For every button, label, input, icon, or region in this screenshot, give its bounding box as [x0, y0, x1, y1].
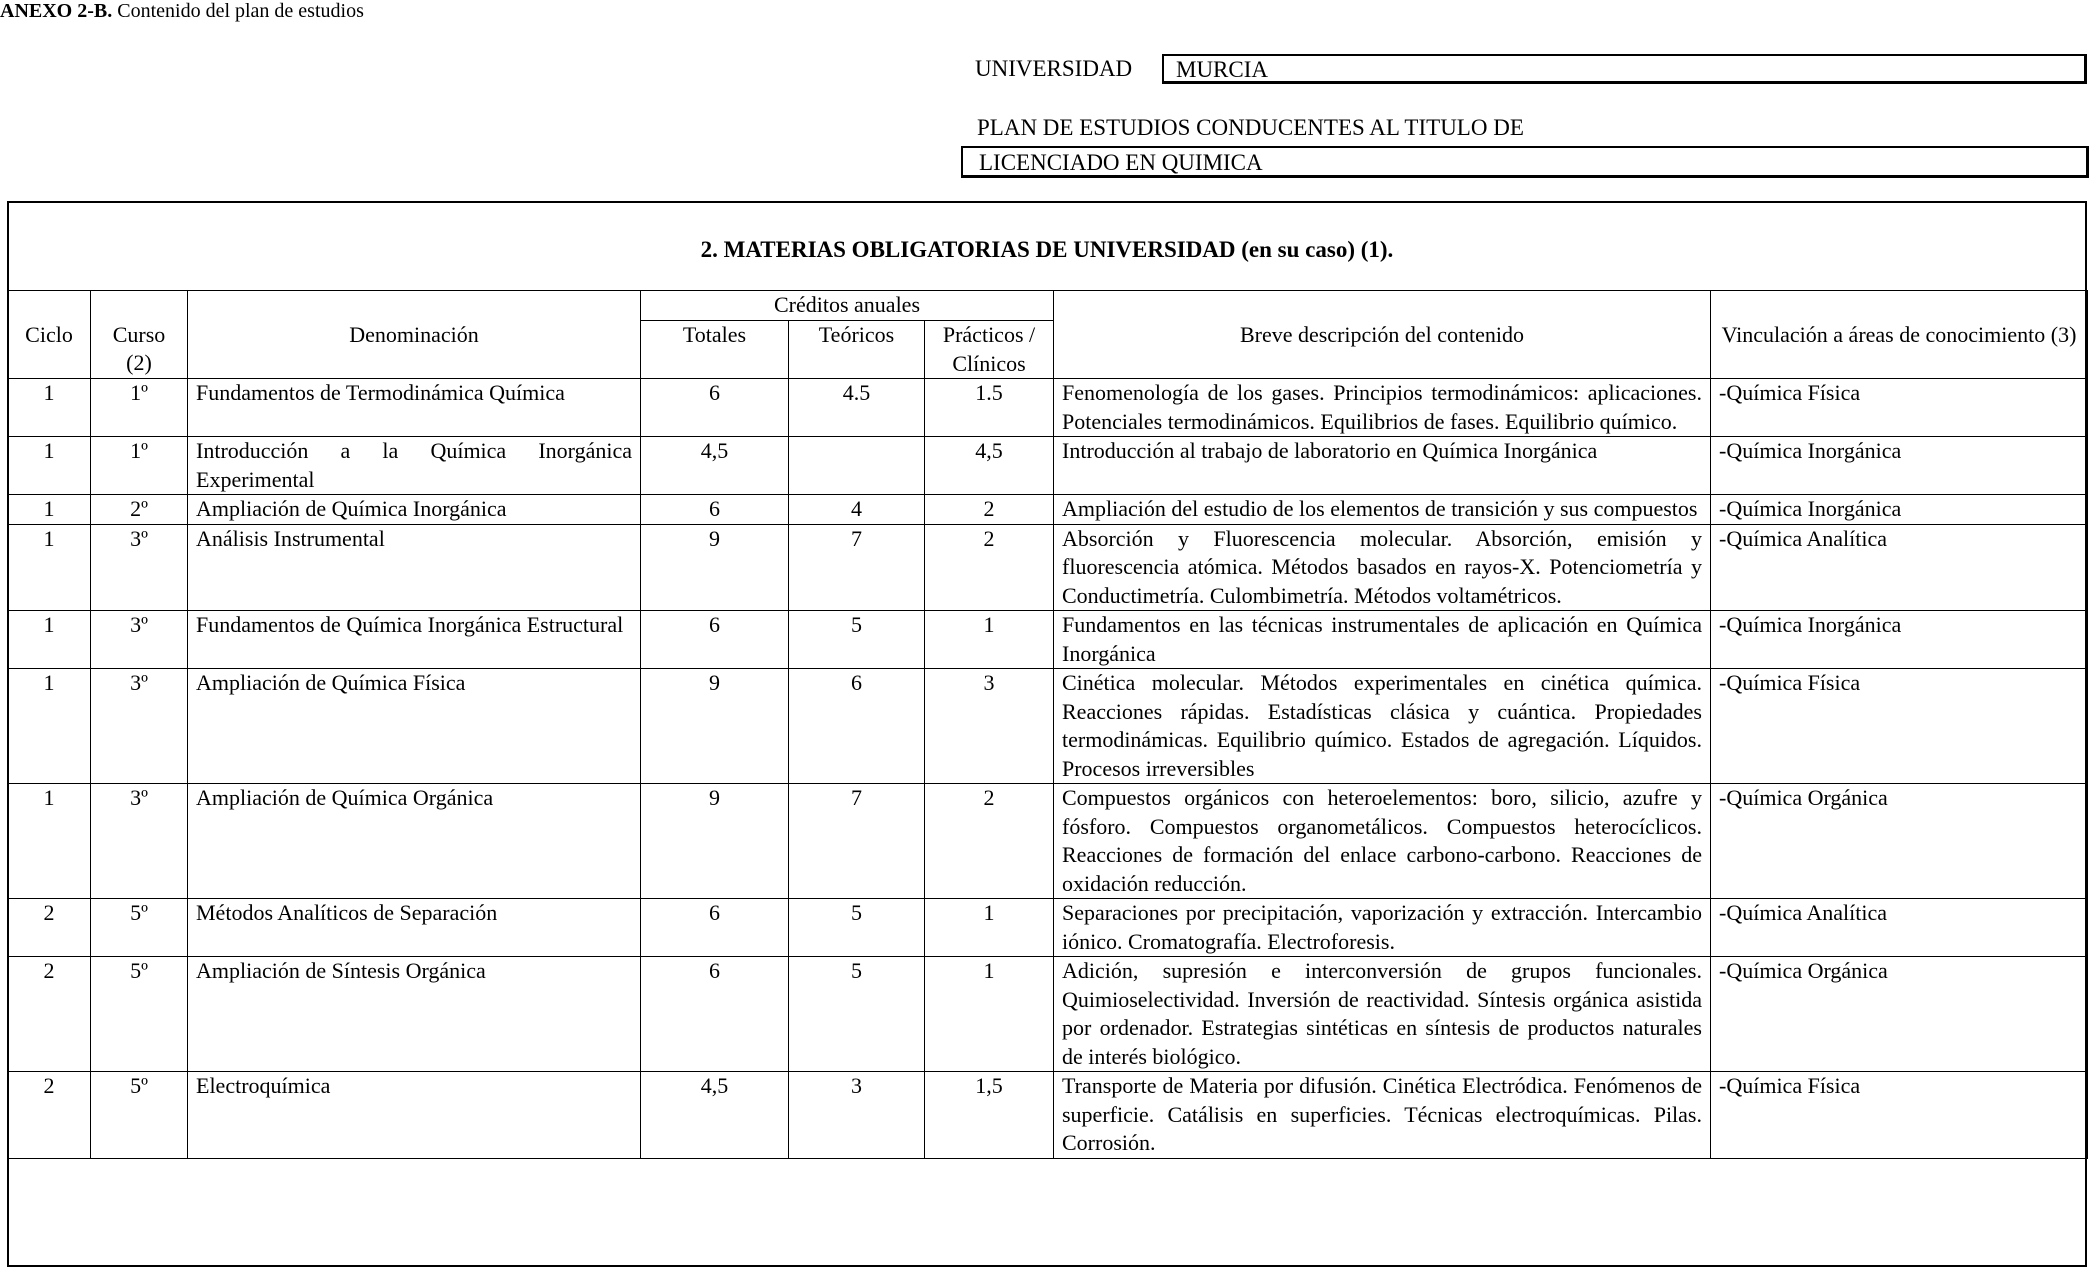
cell-curso: 5º [91, 1072, 188, 1159]
col-teoricos: Teóricos [789, 321, 925, 379]
cell-descripcion: Adición, supresión e interconversión de grupos funcionales. Quimioselectividad. Inversión de reactividad. Síntesis orgánica asistida por ordenador. Estrategias sintéticas en síntesis de productos naturales de interés biológico. [1054, 957, 1711, 1072]
cell-ciclo: 2 [8, 1072, 91, 1159]
cell-ciclo: 1 [8, 379, 91, 437]
annex-description: Contenido del plan de estudios [112, 0, 364, 22]
cell-descripcion: Fenomenología de los gases. Principios termodinámicos: aplicaciones. Potenciales termodinámicos. Equilibrios de fases. Equilibrio químico. [1054, 379, 1711, 437]
col-ciclo: Ciclo [8, 321, 91, 379]
cell-teoricos: 3 [789, 1072, 925, 1159]
cell-totales: 9 [641, 524, 789, 611]
cell-area: -Química Física [1711, 379, 2088, 437]
cell-totales: 6 [641, 611, 789, 669]
table-row [8, 611, 2088, 669]
cell-area: -Química Inorgánica [1711, 437, 2088, 495]
cell-denominacion: Fundamentos de Química Inorgánica Estructural [188, 611, 641, 669]
cell-practicos: 1 [925, 957, 1054, 1072]
university-value: MURCIA [1162, 54, 2087, 84]
cell-descripcion: Separaciones por precipitación, vaporización y extracción. Intercambio iónico. Cromatografía. Electroforesis. [1054, 899, 1711, 957]
cell-descripcion: Transporte de Materia por difusión. Cinética Electródica. Fenómenos de superficie. Catálisis en superficies. Técnicas electroquímicas. Pilas. Corrosión. [1054, 1072, 1711, 1159]
cell-practicos: 1 [925, 899, 1054, 957]
table-row [8, 379, 2088, 437]
cell-totales: 4,5 [641, 437, 789, 495]
cell-denominacion: Ampliación de Química Inorgánica [188, 495, 641, 525]
header-row [8, 321, 2088, 379]
cell-curso: 1º [91, 379, 188, 437]
table-row [8, 1072, 2088, 1159]
cell-descripcion: Compuestos orgánicos con heteroelementos: boro, silicio, azufre y fósforo. Compuestos organometálicos. Compuestos heterocíclicos. Reacciones de formación del enlace carbono-carbono. Reacciones de oxidación reducción. [1054, 784, 1711, 899]
cell-curso: 3º [91, 784, 188, 899]
cell-denominacion: Ampliación de Química Orgánica [188, 784, 641, 899]
col-practicos: Prácticos / Clínicos [925, 321, 1054, 379]
cell-denominacion: Introducción a la Química Inorgánica Experimental [188, 437, 641, 495]
cell-teoricos: 5 [789, 899, 925, 957]
cell-descripcion: Introducción al trabajo de laboratorio en Química Inorgánica [1054, 437, 1711, 495]
cell-curso: 3º [91, 611, 188, 669]
cell-teoricos: 4.5 [789, 379, 925, 437]
col-curso: Curso (2) [91, 321, 188, 379]
header-row-top [8, 291, 2088, 321]
cell-practicos: 1 [925, 611, 1054, 669]
cell-curso: 2º [91, 495, 188, 525]
cell-denominacion: Electroquímica [188, 1072, 641, 1159]
cell-area: -Química Analítica [1711, 524, 2088, 611]
subjects-table [7, 290, 2088, 1159]
cell-descripcion: Fundamentos en las técnicas instrumentales de aplicación en Química Inorgánica [1054, 611, 1711, 669]
table-row [8, 524, 2088, 611]
cell-curso: 5º [91, 957, 188, 1072]
cell-practicos: 2 [925, 524, 1054, 611]
cell-teoricos: 6 [789, 669, 925, 784]
cell-curso: 1º [91, 437, 188, 495]
cell-practicos: 1,5 [925, 1072, 1054, 1159]
plan-value: LICENCIADO EN QUIMICA [961, 146, 2089, 178]
cell-teoricos: 7 [789, 524, 925, 611]
cell-descripcion: Ampliación del estudio de los elementos de transición y sus compuestos [1054, 495, 1711, 525]
annex-title [0, 0, 364, 23]
cell-denominacion: Ampliación de Química Física [188, 669, 641, 784]
cell-totales: 4,5 [641, 1072, 789, 1159]
cell-denominacion: Fundamentos de Termodinámica Química [188, 379, 641, 437]
col-vinculacion: Vinculación a áreas de conocimiento (3) [1711, 321, 2088, 379]
cell-ciclo: 1 [8, 437, 91, 495]
annex-code: ANEXO 2-B. [0, 0, 113, 22]
cell-teoricos: 5 [789, 957, 925, 1072]
cell-ciclo: 1 [8, 669, 91, 784]
cell-teoricos: 4 [789, 495, 925, 525]
cell-area: -Química Analítica [1711, 899, 2088, 957]
col-denominacion: Denominación [188, 321, 641, 379]
cell-ciclo: 1 [8, 495, 91, 525]
cell-ciclo: 2 [8, 957, 91, 1072]
cell-totales: 6 [641, 495, 789, 525]
cell-practicos: 1.5 [925, 379, 1054, 437]
cell-curso: 3º [91, 669, 188, 784]
col-totales: Totales [641, 321, 789, 379]
cell-totales: 9 [641, 669, 789, 784]
cell-area: -Química Física [1711, 1072, 2088, 1159]
cell-totales: 6 [641, 899, 789, 957]
cell-descripcion: Cinética molecular. Métodos experimentales en cinética química. Reacciones rápidas. Estadísticas clásica y cuántica. Propiedades termodinámicas. Equilibrio químico. Estados de agregación. Líquidos. Procesos irreversibles [1054, 669, 1711, 784]
cell-teoricos [789, 437, 925, 495]
cell-curso: 3º [91, 524, 188, 611]
cell-denominacion: Análisis Instrumental [188, 524, 641, 611]
table-row [8, 899, 2088, 957]
cell-practicos: 4,5 [925, 437, 1054, 495]
cell-practicos: 2 [925, 495, 1054, 525]
col-descripcion: Breve descripción del contenido [1054, 321, 1711, 379]
cell-area: -Química Orgánica [1711, 957, 2088, 1072]
cell-descripcion: Absorción y Fluorescencia molecular. Absorción, emisión y fluorescencia atómica. Métodos basados en rayos-X. Potenciometría y Conductimetría. Culombimetría. Métodos voltamétricos. [1054, 524, 1711, 611]
cell-ciclo: 2 [8, 899, 91, 957]
cell-denominacion: Métodos Analíticos de Separación [188, 899, 641, 957]
cell-totales: 6 [641, 379, 789, 437]
cell-ciclo: 1 [8, 524, 91, 611]
cell-ciclo: 1 [8, 784, 91, 899]
cell-area: -Química Orgánica [1711, 784, 2088, 899]
cell-area: -Química Inorgánica [1711, 495, 2088, 525]
table-row [8, 437, 2088, 495]
cell-area: -Química Física [1711, 669, 2088, 784]
cell-teoricos: 7 [789, 784, 925, 899]
section-title: 2. MATERIAS OBLIGATORIAS DE UNIVERSIDAD (en su caso) (1). [700, 237, 1394, 262]
table-row [8, 495, 2088, 525]
cell-curso: 5º [91, 899, 188, 957]
cell-area: -Química Inorgánica [1711, 611, 2088, 669]
cell-practicos: 2 [925, 784, 1054, 899]
table-row [8, 784, 2088, 899]
cell-totales: 6 [641, 957, 789, 1072]
cell-denominacion: Ampliación de Síntesis Orgánica [188, 957, 641, 1072]
cell-ciclo: 1 [8, 611, 91, 669]
table-row [8, 669, 2088, 784]
table-row [8, 957, 2088, 1072]
cell-practicos: 3 [925, 669, 1054, 784]
cell-totales: 9 [641, 784, 789, 899]
plan-label: PLAN DE ESTUDIOS CONDUCENTES AL TITULO DE [977, 115, 1524, 140]
university-label: UNIVERSIDAD [975, 56, 1133, 81]
col-creditos: Créditos anuales [641, 291, 1054, 321]
cell-teoricos: 5 [789, 611, 925, 669]
